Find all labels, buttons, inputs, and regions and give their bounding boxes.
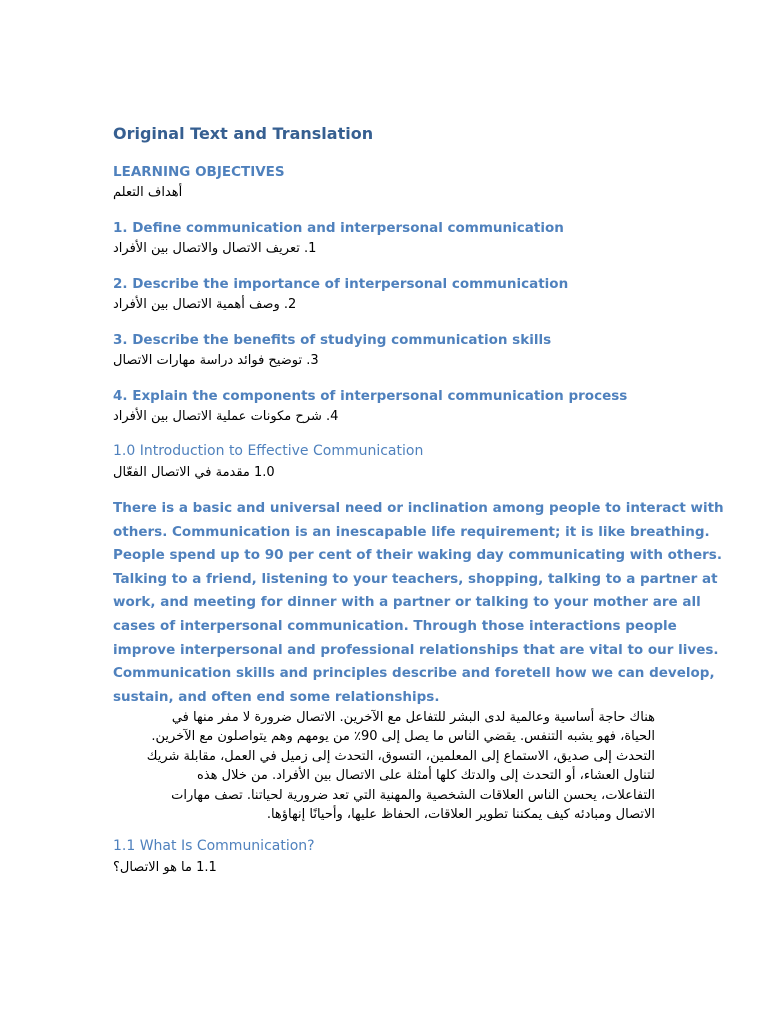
intro-line: work, and meeting for dinner with a partner or talking to your mother are all [113,594,701,611]
section-1-1-arabic: 1.1 ما هو الاتصال؟ [113,860,217,875]
intro-line: improve interpersonal and professional relationships that are vital to our lives. [113,641,719,658]
learning-objectives-arabic: أهداف التعلم [113,185,183,200]
objective-2-arabic: 2. وصف أهمية الاتصال بين الأفراد [113,297,297,312]
arabic-line: لتناول العشاء، أو التحدث إلى والدتك كلها أمثلة على الاتصال بين الأفراد. من خلال هذه [197,768,655,784]
intro-line: sustain, and often end some relationships. [113,688,440,705]
intro-paragraph-arabic [113,708,655,824]
section-1-0-arabic: 1.0 مقدمة في الاتصال الفعّال [113,465,275,480]
intro-line: People spend up to 90 per cent of their waking day communicating with others. [113,547,722,564]
intro-line: Talking to a friend, listening to your teachers, shopping, talking to a partner at [113,570,718,587]
arabic-line: التفاعلات، يحسن الناس العلاقات الشخصية والمهنية التي تعد ضرورية لحياتنا. تصف مهارات [171,787,655,803]
section-1-1-heading: 1.1 What Is Communication? [113,838,315,854]
section-1-0-heading: 1.0 Introduction to Effective Communication [113,443,424,459]
objective-3-english: 3. Describe the benefits of studying communication skills [113,332,552,348]
document-title: Original Text and Translation [113,124,374,143]
intro-line: cases of interpersonal communication. Through those interactions people [113,617,677,634]
arabic-line: هناك حاجة أساسية وعالمية لدى البشر للتفاعل مع الآخرين. الاتصال ضرورة لا مفر منها في [171,710,655,725]
intro-line: Communication skills and principles describe and foretell how we can develop, [113,665,715,682]
intro-line: others. Communication is an inescapable life requirement; it is like breathing. [113,523,710,540]
objective-1-english: 1. Define communication and interpersonal communication [113,220,564,236]
objective-1-arabic: 1. تعريف الاتصال والاتصال بين الأفراد [113,241,317,256]
objective-3-arabic: 3. توضيح فوائد دراسة مهارات الاتصال [113,353,319,368]
intro-paragraph-english [113,497,724,709]
objective-4-arabic: 4. شرح مكونات عملية الاتصال بين الأفراد [113,409,339,424]
learning-objectives-heading: LEARNING OBJECTIVES [113,164,285,180]
objective-4-english: 4. Explain the components of interpersonal communication process [113,388,628,404]
arabic-line: التحدث إلى صديق، الاستماع إلى المعلمين، التسوق، التحدث إلى زميل في العمل، مقابلة شريك [146,748,655,764]
intro-line: There is a basic and universal need or inclination among people to interact with [113,500,724,516]
objective-2-english: 2. Describe the importance of interpersonal communication [113,276,569,292]
arabic-line: الحياة، فهو يشبه التنفس. يقضي الناس ما يصل إلى 90٪ من يومهم وهم يتواصلون مع الآخرين. [151,729,655,745]
arabic-line: الاتصال ومبادئه كيف يمكننا تطوير العلاقات، الحفاظ عليها، وأحيانًا إنهاؤها. [266,807,655,823]
